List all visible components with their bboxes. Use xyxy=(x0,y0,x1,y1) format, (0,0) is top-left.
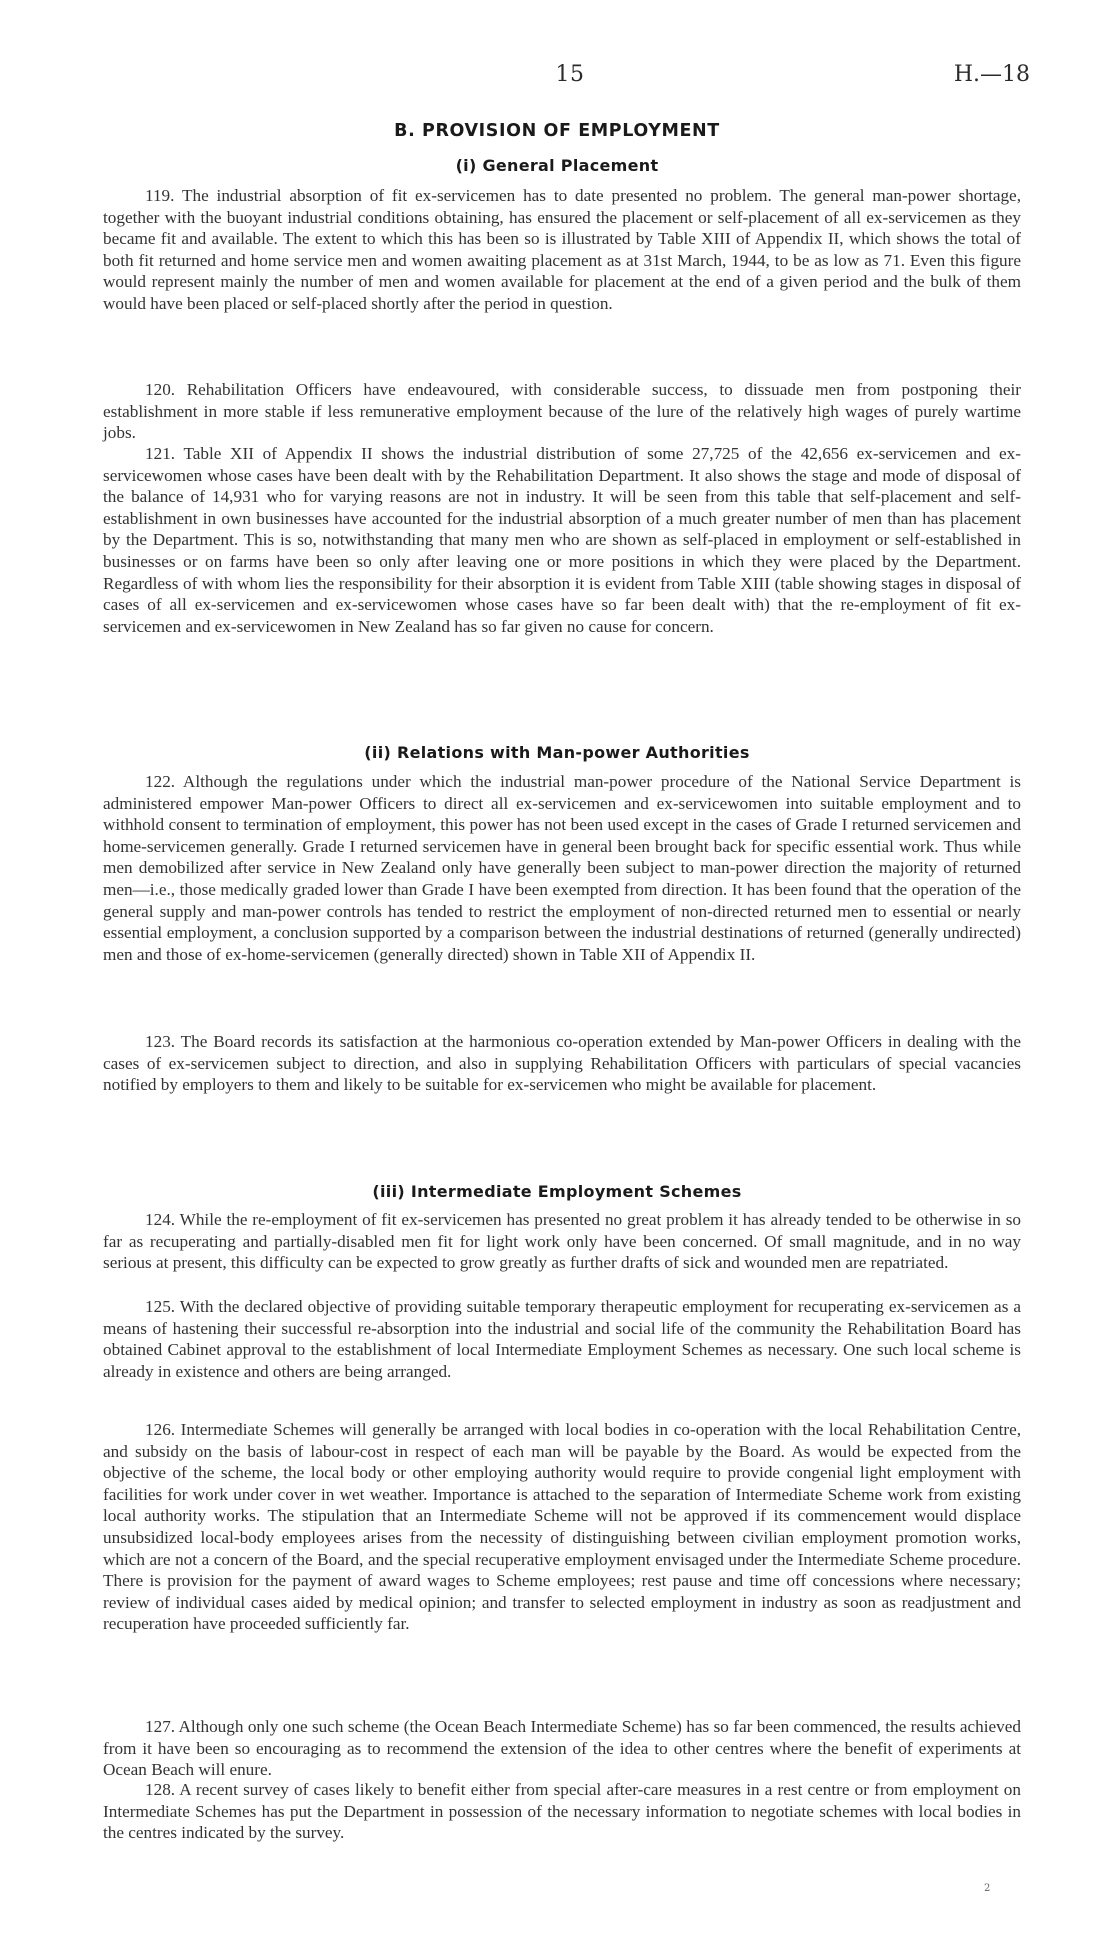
paragraph-127: 127. Although only one such scheme (the Ocean Beach Intermediate Scheme) has so far been commenced, the results achieved from it have been so encouraging as to recommend the extension of the idea to other centres where the benefit of experiments at Ocean Beach will enure. xyxy=(103,1717,1021,1780)
paragraph-123: 123. The Board records its satisfaction at the harmonious co-operation extended by Man-power Officers in dealing with the cases of ex-servicemen subject to direction, and also in supplying Rehabilitation Officers with particulars of special vacancies notified by employers to them and likely to be suitable for ex-servicemen who might be available for placement. xyxy=(103,1032,1021,1095)
footer-mark: 2 xyxy=(984,1883,991,1894)
paragraph-120: 120. Rehabilitation Officers have endeavoured, with considerable success, to dissuade men from postponing their establishment in more stable if less remunerative employment because of the lure of the relatively high wages of purely wartime jobs. xyxy=(103,380,1021,443)
paragraph-119: 119. The industrial absorption of fit ex-servicemen has to date presented no problem. The general man-power shortage, together with the buoyant industrial conditions obtaining, has ensured the placement or self-placement of all ex-servicemen as they became fit and available. The extent to which this has been so is illustrated by Table XIII of Appendix II, which shows the total of both fit returned and home service men and women awaiting placement as at 31st March, 1944, to be as low as 71. Even this figure would represent mainly the number of men and women available for placement at the end of a given period and the bulk of them would have been placed or self-placed shortly after the period in question. xyxy=(103,186,1021,313)
section-title: B. PROVISION OF EMPLOYMENT xyxy=(394,121,720,141)
document-reference: H.—18 xyxy=(953,62,1030,87)
paragraph-121: 121. Table XII of Appendix II shows the industrial distribution of some 27,725 of the 42,656 ex-servicemen and ex-servicewomen whose cases have been dealt with by the Rehabilitation Department. It also shows the stage and mode of disposal of the balance of 14,931 who for varying reasons are not in industry. It will be seen from this table that self-placement and self-establishment in own businesses have accounted for the industrial absorption of a much greater number of men than has placement by the Department. This is so, notwithstanding that many men who are shown as self-placed in employment or self-established in businesses or on farms have been so only after leaving one or more positions in which they were placed by the Department. Regardless of with whom lies the responsibility for their absorption it is evident from Table XIII (table showing stages in disposal of cases of all ex-servicemen and ex-servicewomen whose cases have so far been dealt with) that the re-employment of fit ex-servicemen and ex-servicewomen in New Zealand has so far given no cause for concern. xyxy=(103,444,1021,636)
paragraph-124: 124. While the re-employment of fit ex-servicemen has presented no great problem it has already tended to be otherwise in so far as recuperating and partially-disabled men fit for light work only have been concerned. Of small magnitude, and in no way serious at present, this difficulty can be expected to grow greatly as further drafts of sick and wounded men are repatriated. xyxy=(103,1210,1021,1273)
subsection-title-general-placement: (i) General Placement xyxy=(455,156,659,175)
paragraph-122: 122. Although the regulations under which the industrial man-power procedure of the National Service Department is administered empower Man-power Officers to direct all ex-servicemen and ex-servicewomen into suitable employment and to withhold consent to termination of employment, this power has not been used except in the cases of Grade I returned servicemen and home-servicemen generally. Grade I returned servicemen have in general been brought back for specific essential work. Thus while men demobilized after service in New Zealand only have generally been subject to man-power direction the majority of returned men—i.e., those medically graded lower than Grade I have been exempted from direction. It has been found that the operation of the general supply and man-power controls has tended to restrict the employment of non-directed returned men to essential or nearly essential employment, a conclusion supported by a comparison between the industrial destinations of returned (generally undirected) men and those of ex-home-servicemen (generally directed) shown in Table XII of Appendix II. xyxy=(103,772,1021,964)
paragraph-125: 125. With the declared objective of providing suitable temporary therapeutic employment for recuperating ex-servicemen as a means of hastening their successful re-absorption into the industrial and social life of the community the Rehabilitation Board has obtained Cabinet approval to the establishment of local Intermediate Employment Schemes as necessary. One such local scheme is already in existence and others are being arranged. xyxy=(103,1297,1021,1381)
subsection-title-intermediate-schemes: (iii) Intermediate Employment Schemes xyxy=(372,1182,742,1201)
paragraph-128: 128. A recent survey of cases likely to benefit either from special after-care measures in a rest centre or from employment on Intermediate Schemes has put the Department in possession of the necessary information to negotiate schemes with local bodies in the centres indicated by the survey. xyxy=(103,1780,1021,1843)
subsection-title-manpower-relations: (ii) Relations with Man-power Authorities xyxy=(364,743,750,762)
page-number: 15 xyxy=(555,62,585,87)
paragraph-126: 126. Intermediate Schemes will generally be arranged with local bodies in co-operation with the local Rehabilitation Centre, and subsidy on the basis of labour-cost in respect of each man will be payable by the Board. As would be expected from the objective of the scheme, the local body or other employing authority would require to provide congenial light employment with facilities for work under cover in wet weather. Importance is attached to the separation of Intermediate Scheme work from existing local authority works. The stipulation that an Intermediate Scheme will not be approved if its commencement would displace unsubsidized local-body employees arises from the necessity of distinguishing between civilian employment promotion works, which are not a concern of the Board, and the special recuperative employment envisaged under the Intermediate Scheme procedure. There is provision for the payment of award wages to Scheme employees; rest pause and time off concessions where necessary; review of individual cases aided by medical opinion; and transfer to selected employment in industry as soon as readjustment and recuperation have proceeded sufficiently far. xyxy=(103,1420,1021,1634)
